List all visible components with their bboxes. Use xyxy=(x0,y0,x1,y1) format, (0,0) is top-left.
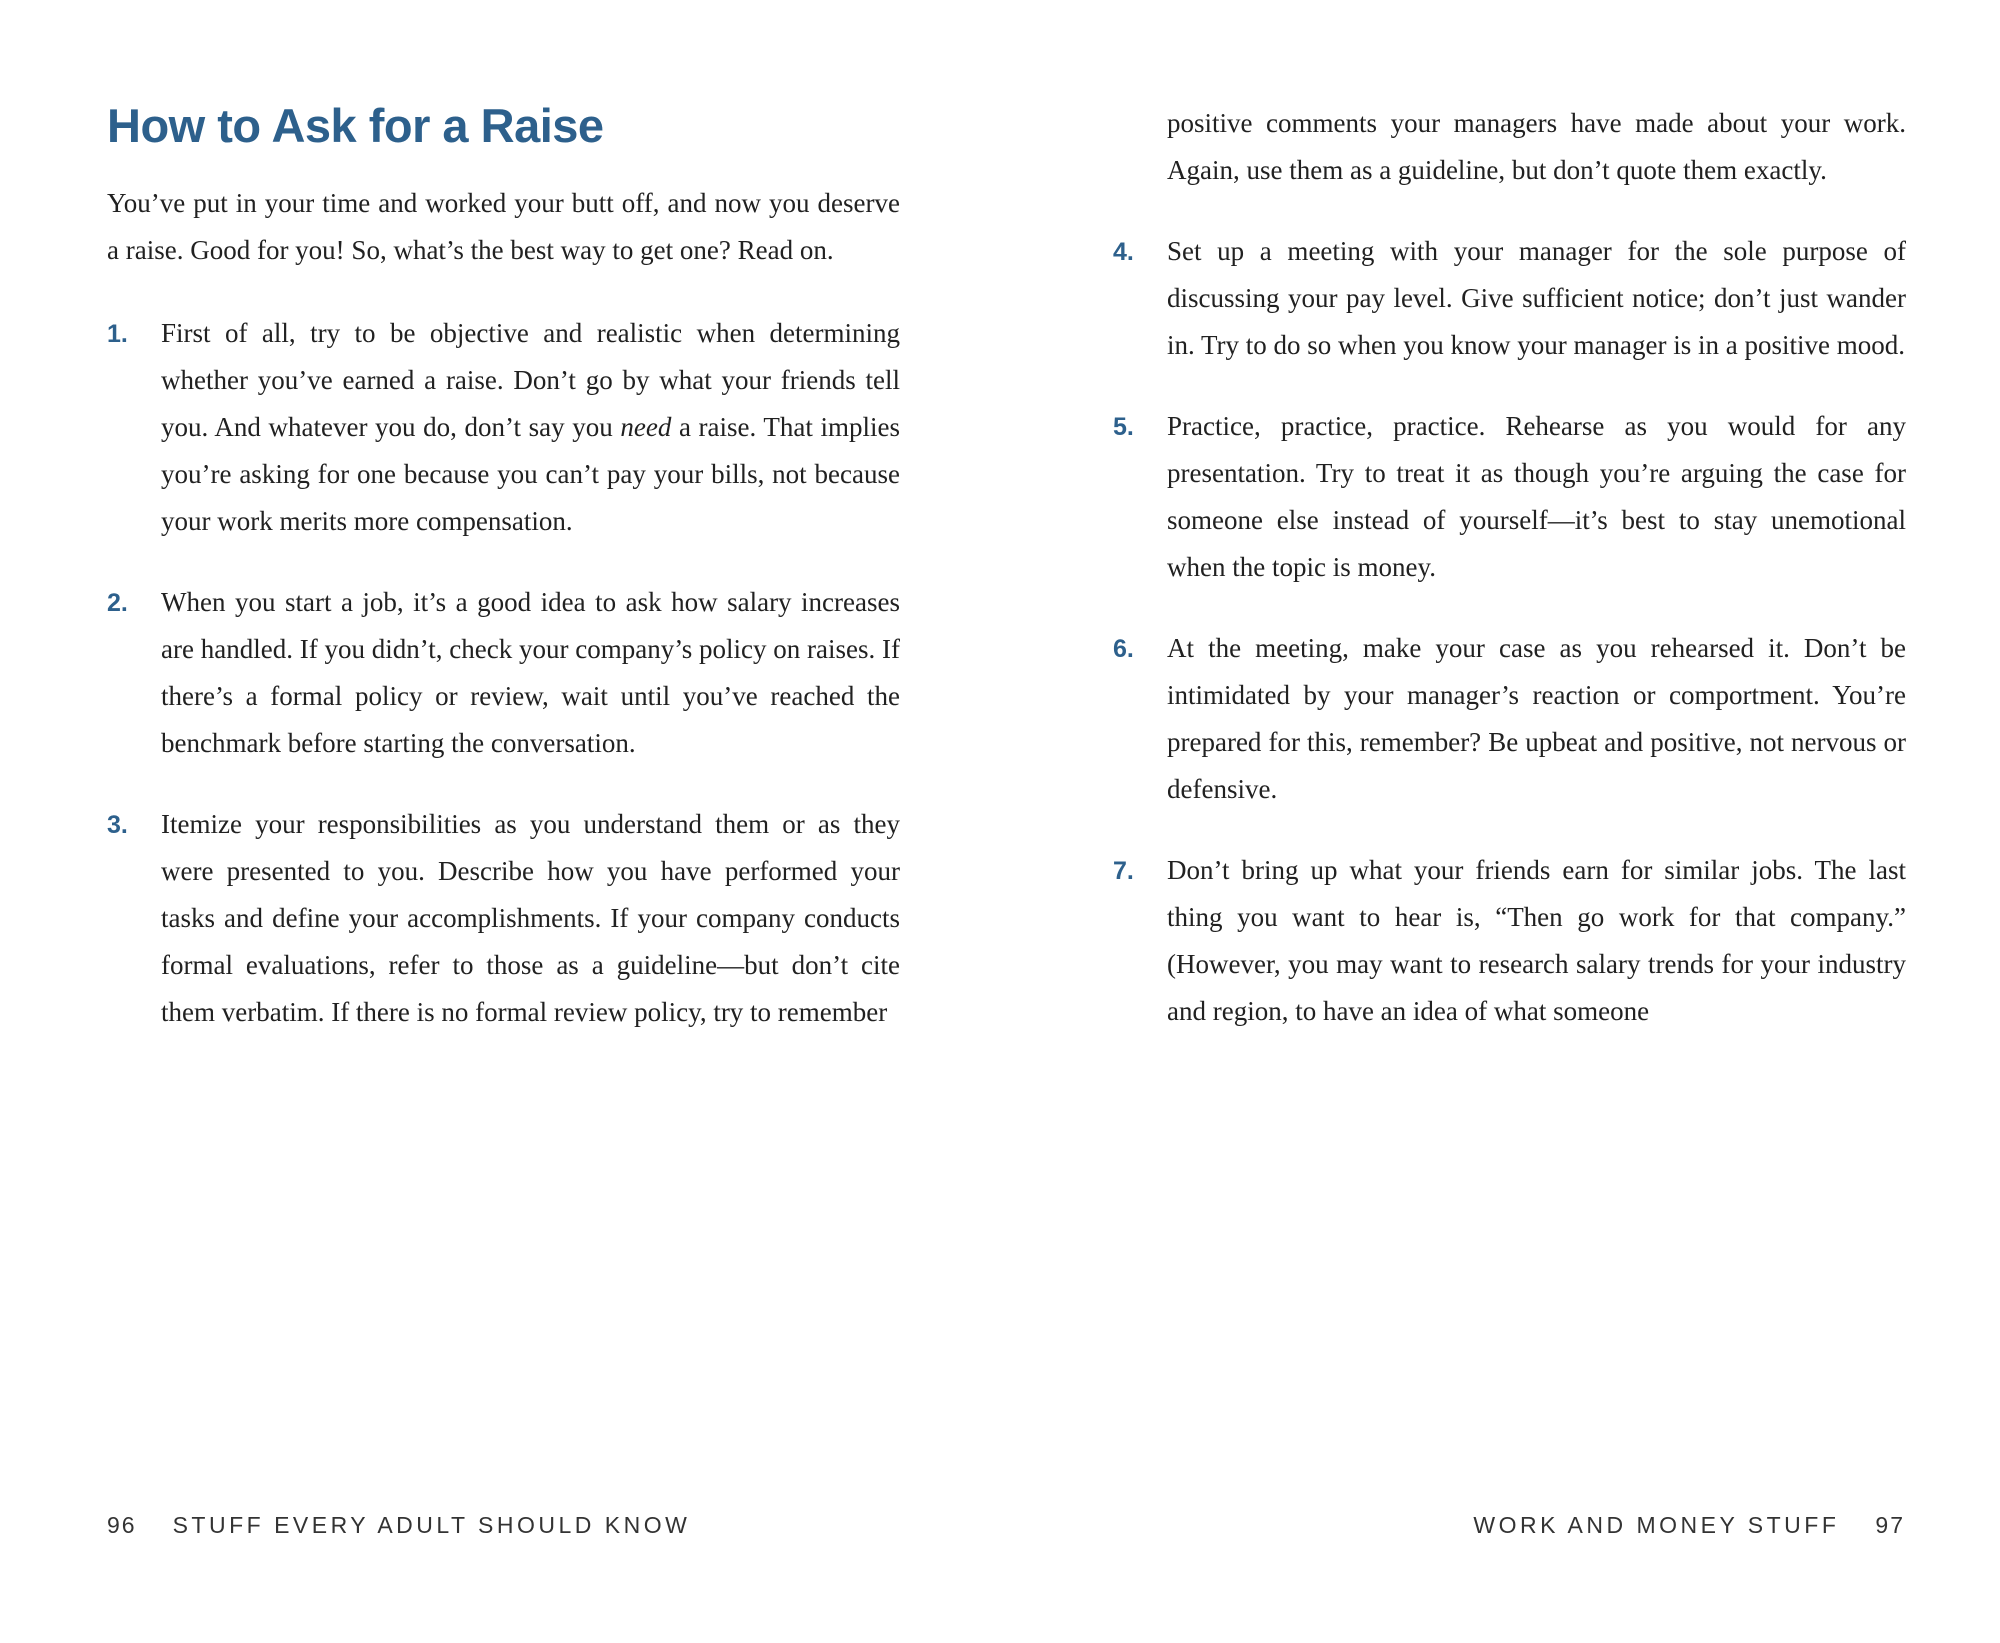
item-text-5: Practice, practice, practice. Rehearse as you would for any presentation. Try to treat it as though you’re arguing the case for someone else instead of yourself—it’s best to stay unemotional when the topic is money. xyxy=(1167,411,1906,582)
page-footer xyxy=(107,1512,1905,1539)
list-item-1 xyxy=(107,310,900,545)
item-number-6: 6. xyxy=(1113,635,1134,663)
page-title: How to Ask for a Raise xyxy=(107,99,604,152)
item-number-5: 5. xyxy=(1113,413,1134,441)
section-title: WORK AND MONEY STUFF xyxy=(1473,1512,1840,1538)
item-number-2: 2. xyxy=(107,588,128,617)
item-text-7: Don’t bring up what your friends earn for similar jobs. The last thing you want to hear is, “Then go work for that company.” (However, you may want to research salary trends for your industry and region, to have an idea of what someone xyxy=(1167,855,1906,1026)
book-title: STUFF EVERY ADULT SHOULD KNOW xyxy=(172,1512,691,1538)
list-item-5 xyxy=(1113,403,1906,591)
item-number-4: 4. xyxy=(1113,238,1134,266)
list-item-3 xyxy=(107,801,900,1036)
list-item-6 xyxy=(1113,625,1906,813)
item-text-3: Itemize your responsibilities as you understand them or as they were presented to you. Describe how you have performed your tasks and define your accomplishments. If your company conducts formal evaluations, refer to those as a guideline—but don’t cite them verbatim. If there is no formal review policy, try to remember xyxy=(161,808,900,1027)
numbered-list-right xyxy=(1113,228,1906,1035)
item-number-1: 1. xyxy=(107,319,128,348)
list-item-2 xyxy=(107,579,900,767)
item-1-italic-word: need xyxy=(620,411,672,442)
item-number-7: 7. xyxy=(1113,857,1134,885)
item-text-6: At the meeting, make your case as you rehearsed it. Don’t be intimidated by your manager’s reaction or comportment. You’re prepared for this, remember? Be upbeat and positive, not nervous or defensive. xyxy=(1167,633,1906,804)
page-left xyxy=(107,100,900,1070)
page-number-right: 97 xyxy=(1875,1512,1905,1538)
item-text-2: When you start a job, it’s a good idea to ask how salary increases are handled. If you didn’t, check your company’s policy on raises. If there’s a formal policy or review, wait until you’ve reached the benchmark before starting the conversation. xyxy=(161,586,900,758)
item-number-3: 3. xyxy=(107,810,128,839)
intro-paragraph: You’ve put in your time and worked your butt off, and now you deserve a raise. Good for you! So, what’s the best way to get one? Read on. xyxy=(107,187,900,265)
two-column-layout xyxy=(107,100,1905,1070)
item-1-segment-after: a raise. That implies you’re asking for one because you can’t pay your bills, not because your work merits more compensation. xyxy=(161,411,900,536)
item-1-segment-before: First of all, try to be objective and realistic when determining whether you’ve earned a raise. Don’t go by what your friends tell you. And whatever you do, don’t say you xyxy=(161,317,900,442)
page-right xyxy=(1113,100,1906,1070)
footer-right xyxy=(1473,1512,1905,1539)
continuation-paragraph: positive comments your managers have made about your work. Again, use them as a guideline, but don’t quote them exactly. xyxy=(1167,108,1906,185)
footer-left xyxy=(107,1512,690,1539)
list-item-7 xyxy=(1113,847,1906,1035)
numbered-list-left xyxy=(107,310,900,1036)
page-number-left: 96 xyxy=(107,1512,137,1538)
list-item-4 xyxy=(1113,228,1906,369)
item-text-1 xyxy=(161,318,900,536)
item-text-4: Set up a meeting with your manager for the sole purpose of discussing your pay level. Give sufficient notice; don’t just wander in. Try to do so when you know your manager is in a positive mood. xyxy=(1167,236,1906,360)
